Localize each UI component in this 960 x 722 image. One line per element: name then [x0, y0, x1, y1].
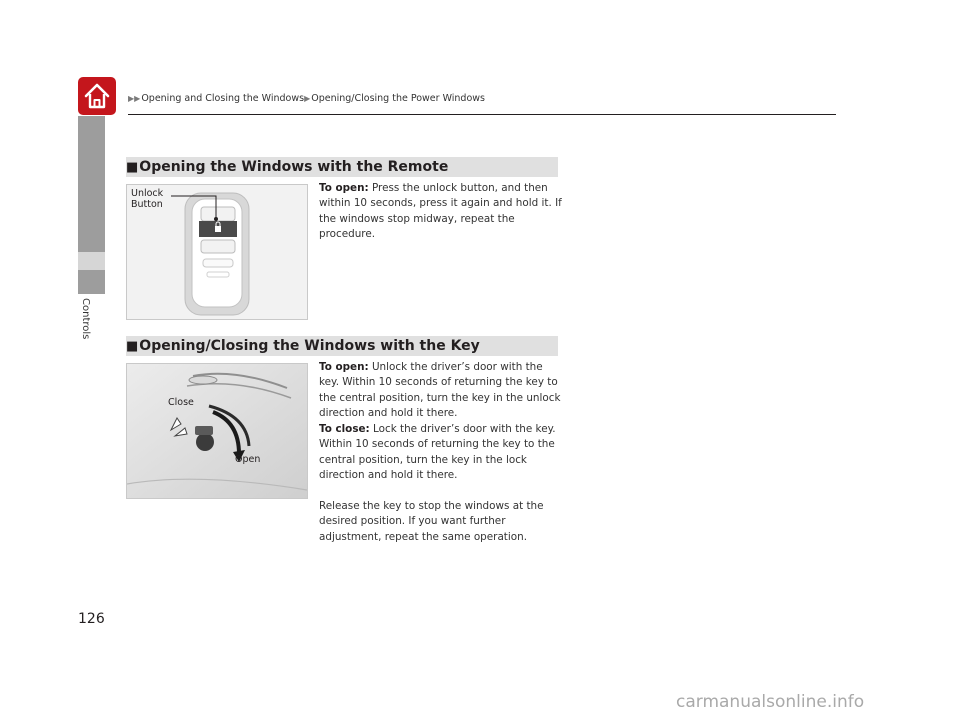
breadcrumb-item-power-windows[interactable]: Opening/Closing the Power Windows: [311, 93, 485, 104]
breadcrumb: [128, 93, 485, 104]
paragraph-key-close: To close: Lock the driver’s door with the key. Within 10 seconds of returning the key to the central position, turn the key in the lock direction and hold it there.: [319, 423, 556, 482]
door-keyhole-illustration: [127, 364, 307, 498]
breadcrumb-item-windows[interactable]: Opening and Closing the Windows: [141, 93, 305, 104]
sidebar-tab-dark-top: [78, 116, 105, 252]
sidebar-label-controls[interactable]: Controls: [80, 298, 91, 340]
key-figure: [126, 363, 308, 499]
home-icon: [83, 81, 111, 111]
label-open: Open: [235, 454, 261, 465]
section-heading-remote: ■Opening the Windows with the Remote: [126, 157, 558, 177]
label-close: Close: [168, 397, 194, 408]
square-bullet-icon: ■: [126, 160, 139, 175]
remote-figure: [126, 184, 308, 320]
header-rule: [128, 114, 836, 115]
sidebar-tab-light: [78, 252, 105, 270]
paragraph-key-open: To open: Unlock the driver’s door with the key. Within 10 seconds of returning the key to the central position, turn the key in the unlock direction and hold it there.: [319, 361, 561, 420]
chevron-right-icon: ▶▶: [128, 94, 141, 103]
callout-unlock-button: Unlock Button: [131, 188, 164, 210]
section-heading-key: ■Opening/Closing the Windows with the Key: [126, 336, 558, 356]
watermark: carmanualsonline.info: [676, 692, 865, 712]
paragraph-key-release: Release the key to stop the windows at the desired position. If you want further adjustment, repeat the same operation.: [319, 500, 544, 543]
square-bullet-icon: ■: [126, 339, 139, 354]
paragraph-remote-open: To open: Press the unlock button, and then within 10 seconds, press it again and hold it. If the windows stop midway, repeat the procedure.: [319, 182, 562, 241]
home-button[interactable]: [78, 77, 116, 115]
sidebar-tab-active: [78, 270, 105, 294]
chevron-right-icon: ▶: [304, 94, 311, 103]
page-number: 126: [78, 611, 105, 627]
